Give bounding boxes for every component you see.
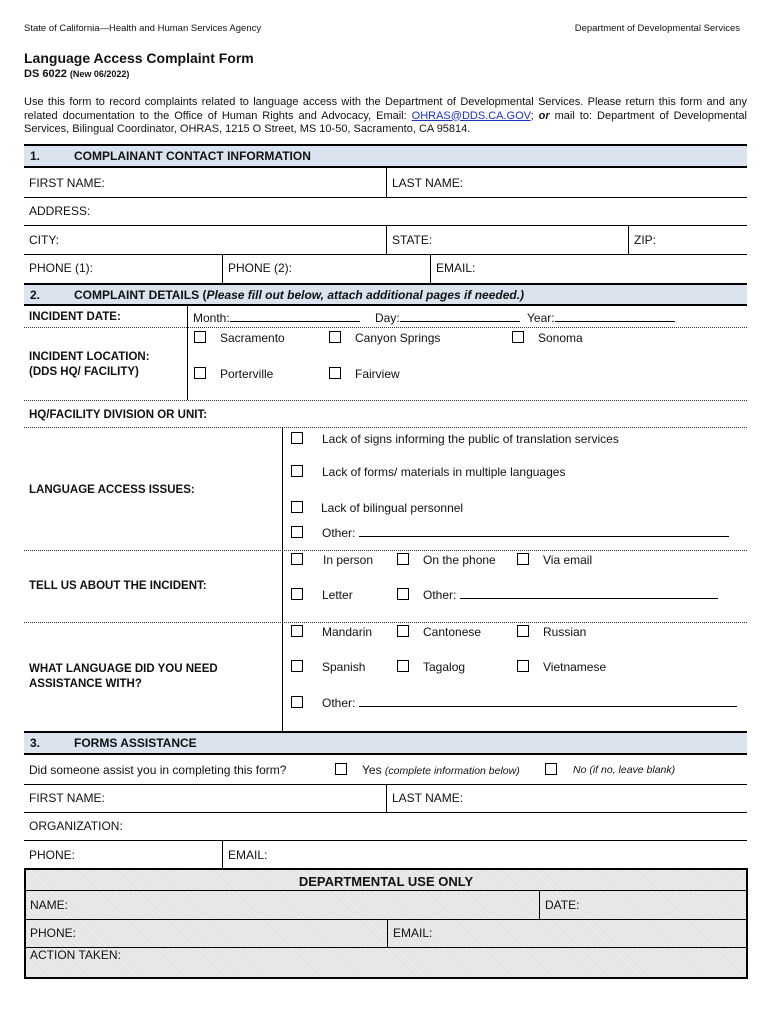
row-line bbox=[26, 947, 746, 948]
assist-question: Did someone assist you in completing this form? bbox=[29, 763, 287, 777]
s1-phone2-label[interactable]: PHONE (2): bbox=[228, 261, 293, 275]
dept-phone-label[interactable]: PHONE: bbox=[30, 926, 77, 940]
year-label: Year: bbox=[527, 311, 555, 325]
divider bbox=[386, 784, 387, 812]
issue-personnel-checkbox[interactable] bbox=[291, 501, 303, 513]
issue-personnel-label: Lack of bilingual personnel bbox=[321, 501, 464, 515]
issue-signs-label: Lack of signs informing the public of translation services bbox=[322, 432, 619, 446]
divider bbox=[222, 254, 223, 283]
divider bbox=[282, 427, 283, 731]
assist-yes-note: (complete information below) bbox=[384, 765, 520, 777]
row-line bbox=[24, 840, 747, 841]
lang-russian-checkbox[interactable] bbox=[517, 625, 529, 637]
contact-other-checkbox[interactable] bbox=[397, 588, 409, 600]
contact-phone-label: On the phone bbox=[423, 553, 496, 567]
section-2-header bbox=[24, 283, 747, 306]
contact-email-label: Via email bbox=[543, 553, 593, 567]
form-version: (New 06/2022) bbox=[69, 69, 130, 79]
lang-russian-label: Russian bbox=[543, 625, 587, 639]
intro-text-3: mail to: Department of Developmental Services, Bilingual Coordinator, OHRAS, 1215 O Street, MS 10-50, Sacramento, CA 95814. bbox=[24, 109, 747, 135]
divider bbox=[222, 840, 223, 868]
issue-other-checkbox[interactable] bbox=[291, 526, 303, 538]
row-line bbox=[24, 327, 747, 328]
contact-letter-checkbox[interactable] bbox=[291, 588, 303, 600]
contact-in-person-label: In person bbox=[323, 553, 374, 567]
intro-or: or bbox=[538, 109, 550, 122]
contact-phone-checkbox[interactable] bbox=[397, 553, 409, 565]
form-title: Language Access Complaint Form bbox=[24, 50, 254, 66]
language-access-issues-label: LANGUAGE ACCESS ISSUES: bbox=[29, 484, 195, 496]
lang-cantonese-label: Cantonese bbox=[423, 625, 482, 639]
day-label: Day: bbox=[375, 311, 400, 325]
row-line bbox=[24, 427, 747, 428]
dept-date-label[interactable]: DATE: bbox=[545, 898, 580, 912]
contact-other-field[interactable] bbox=[423, 588, 718, 602]
lang-other-label: Other: bbox=[322, 696, 356, 710]
form-code bbox=[24, 68, 129, 80]
divider bbox=[430, 254, 431, 283]
location-sacramento-checkbox[interactable] bbox=[194, 331, 206, 343]
s3-first-name-label[interactable]: FIRST NAME: bbox=[29, 791, 105, 805]
departmental-use-title: DEPARTMENTAL USE ONLY bbox=[298, 874, 474, 889]
lang-spanish-checkbox[interactable] bbox=[291, 660, 303, 672]
location-canyon-springs-checkbox[interactable] bbox=[329, 331, 341, 343]
s1-city-label[interactable]: CITY: bbox=[29, 233, 60, 247]
section-1-title: COMPLAINANT CONTACT INFORMATION bbox=[74, 149, 311, 163]
section-2-number: 2. bbox=[30, 288, 41, 302]
assist-no-checkbox[interactable] bbox=[545, 763, 557, 775]
divider bbox=[386, 225, 387, 254]
lang-other-field[interactable] bbox=[322, 696, 737, 710]
location-fairview-checkbox[interactable] bbox=[329, 367, 341, 379]
divider bbox=[387, 919, 388, 947]
lang-vietnamese-checkbox[interactable] bbox=[517, 660, 529, 672]
s3-phone-label[interactable]: PHONE: bbox=[29, 848, 76, 862]
section-2-title-note: Please fill out below, attach additional pages if needed.) bbox=[206, 288, 525, 302]
s3-organization-label[interactable]: ORGANIZATION: bbox=[29, 819, 123, 833]
row-line bbox=[26, 890, 746, 891]
contact-email-checkbox[interactable] bbox=[517, 553, 529, 565]
month-blank[interactable] bbox=[230, 312, 360, 322]
divider bbox=[386, 168, 387, 197]
dept-action-label[interactable]: ACTION TAKEN: bbox=[30, 948, 121, 962]
section-1-header bbox=[24, 144, 747, 168]
issue-other-label: Other: bbox=[322, 526, 356, 540]
dept-email-label[interactable]: EMAIL: bbox=[393, 926, 433, 940]
issue-signs-checkbox[interactable] bbox=[291, 432, 303, 444]
issue-forms-checkbox[interactable] bbox=[291, 465, 303, 477]
section-2-title bbox=[74, 288, 524, 302]
division-label[interactable]: HQ/FACILITY DIVISION OR UNIT: bbox=[29, 409, 208, 421]
location-porterville-checkbox[interactable] bbox=[194, 367, 206, 379]
department-header: Department of Developmental Services bbox=[574, 23, 740, 34]
contact-in-person-checkbox[interactable] bbox=[291, 553, 303, 565]
divider bbox=[187, 306, 188, 400]
location-sonoma-label: Sonoma bbox=[538, 331, 583, 345]
lang-other-blank[interactable] bbox=[359, 697, 737, 707]
lang-cantonese-checkbox[interactable] bbox=[397, 625, 409, 637]
location-sacramento-label: Sacramento bbox=[220, 331, 285, 345]
lang-mandarin-checkbox[interactable] bbox=[291, 625, 303, 637]
ohras-email-link[interactable]: OHRAS@DDS.CA.GOV bbox=[411, 109, 531, 122]
intro-text-2: ; bbox=[530, 109, 539, 122]
section-3-header bbox=[24, 731, 747, 755]
location-fairview-label: Fairview bbox=[355, 367, 400, 381]
lang-mandarin-label: Mandarin bbox=[322, 625, 373, 639]
section-3-number: 3. bbox=[30, 736, 41, 750]
lang-tagalog-checkbox[interactable] bbox=[397, 660, 409, 672]
section-2-title-text: COMPLAINT DETAILS ( bbox=[74, 288, 207, 302]
s1-last-name-label[interactable]: LAST NAME: bbox=[392, 176, 464, 190]
departmental-use-box bbox=[24, 868, 748, 979]
location-sonoma-checkbox[interactable] bbox=[512, 331, 524, 343]
location-canyon-springs-label: Canyon Springs bbox=[355, 331, 441, 345]
row-line bbox=[26, 919, 746, 920]
month-field[interactable] bbox=[193, 311, 360, 325]
section-3-title: FORMS ASSISTANCE bbox=[74, 736, 197, 750]
contact-letter-label: Letter bbox=[322, 588, 353, 602]
year-field[interactable] bbox=[527, 311, 675, 325]
assist-yes-label bbox=[362, 763, 520, 777]
section-1-number: 1. bbox=[30, 149, 41, 163]
lang-tagalog-label: Tagalog bbox=[423, 660, 466, 674]
s3-email-label[interactable]: EMAIL: bbox=[228, 848, 268, 862]
divider bbox=[539, 890, 540, 919]
dept-name-label[interactable]: NAME: bbox=[30, 898, 69, 912]
s1-state-label[interactable]: STATE: bbox=[392, 233, 433, 247]
row-line bbox=[24, 812, 747, 813]
location-porterville-label: Porterville bbox=[220, 367, 274, 381]
s1-first-name-label[interactable]: FIRST NAME: bbox=[29, 176, 105, 190]
row-line bbox=[24, 400, 747, 401]
contact-other-label: Other: bbox=[423, 588, 457, 602]
lang-spanish-label: Spanish bbox=[322, 660, 366, 674]
lang-vietnamese-label: Vietnamese bbox=[543, 660, 607, 674]
row-line bbox=[24, 550, 747, 551]
day-field[interactable] bbox=[375, 311, 520, 325]
divider bbox=[628, 225, 629, 254]
incident-location-sub: (DDS HQ/ FACILITY) bbox=[29, 366, 139, 378]
day-blank[interactable] bbox=[400, 312, 520, 322]
s1-email-label[interactable]: EMAIL: bbox=[436, 261, 476, 275]
month-label: Month: bbox=[193, 311, 230, 325]
s1-phone1-label[interactable]: PHONE (1): bbox=[29, 261, 94, 275]
lang-other-checkbox[interactable] bbox=[291, 696, 303, 708]
tell-us-label: TELL US ABOUT THE INCIDENT: bbox=[29, 580, 207, 592]
what-language-label: WHAT LANGUAGE DID YOU NEED bbox=[29, 663, 218, 675]
row-line bbox=[24, 622, 747, 623]
intro-text-1: Use this form to record complaints related to language access with the Department of Developmental Services. Please return this form and any related documentation to the Office of Human Rights and Advocacy, Email: bbox=[24, 96, 747, 122]
what-language-label-2: ASSISTANCE WITH? bbox=[29, 678, 142, 690]
incident-date-label: INCIDENT DATE: bbox=[29, 311, 121, 323]
issue-other-field[interactable] bbox=[322, 526, 729, 540]
s1-address-label[interactable]: ADDRESS: bbox=[29, 204, 91, 218]
incident-location-label: INCIDENT LOCATION: bbox=[29, 351, 150, 363]
agency-header: State of California—Health and Human Services Agency bbox=[24, 23, 262, 34]
year-blank[interactable] bbox=[555, 312, 675, 322]
assist-yes-text: Yes bbox=[362, 763, 382, 777]
contact-other-blank[interactable] bbox=[460, 589, 718, 599]
form-code-number: DS 6022 bbox=[24, 68, 67, 80]
issue-forms-label: Lack of forms/ materials in multiple languages bbox=[322, 465, 566, 479]
row-line bbox=[24, 197, 747, 198]
s3-last-name-label[interactable]: LAST NAME: bbox=[392, 791, 464, 805]
s1-zip-label[interactable]: ZIP: bbox=[634, 233, 657, 247]
issue-other-blank[interactable] bbox=[359, 527, 729, 537]
assist-no-label: No (if no, leave blank) bbox=[573, 764, 676, 776]
row-line bbox=[24, 254, 747, 255]
assist-yes-checkbox[interactable] bbox=[335, 763, 347, 775]
intro-paragraph bbox=[24, 96, 747, 137]
